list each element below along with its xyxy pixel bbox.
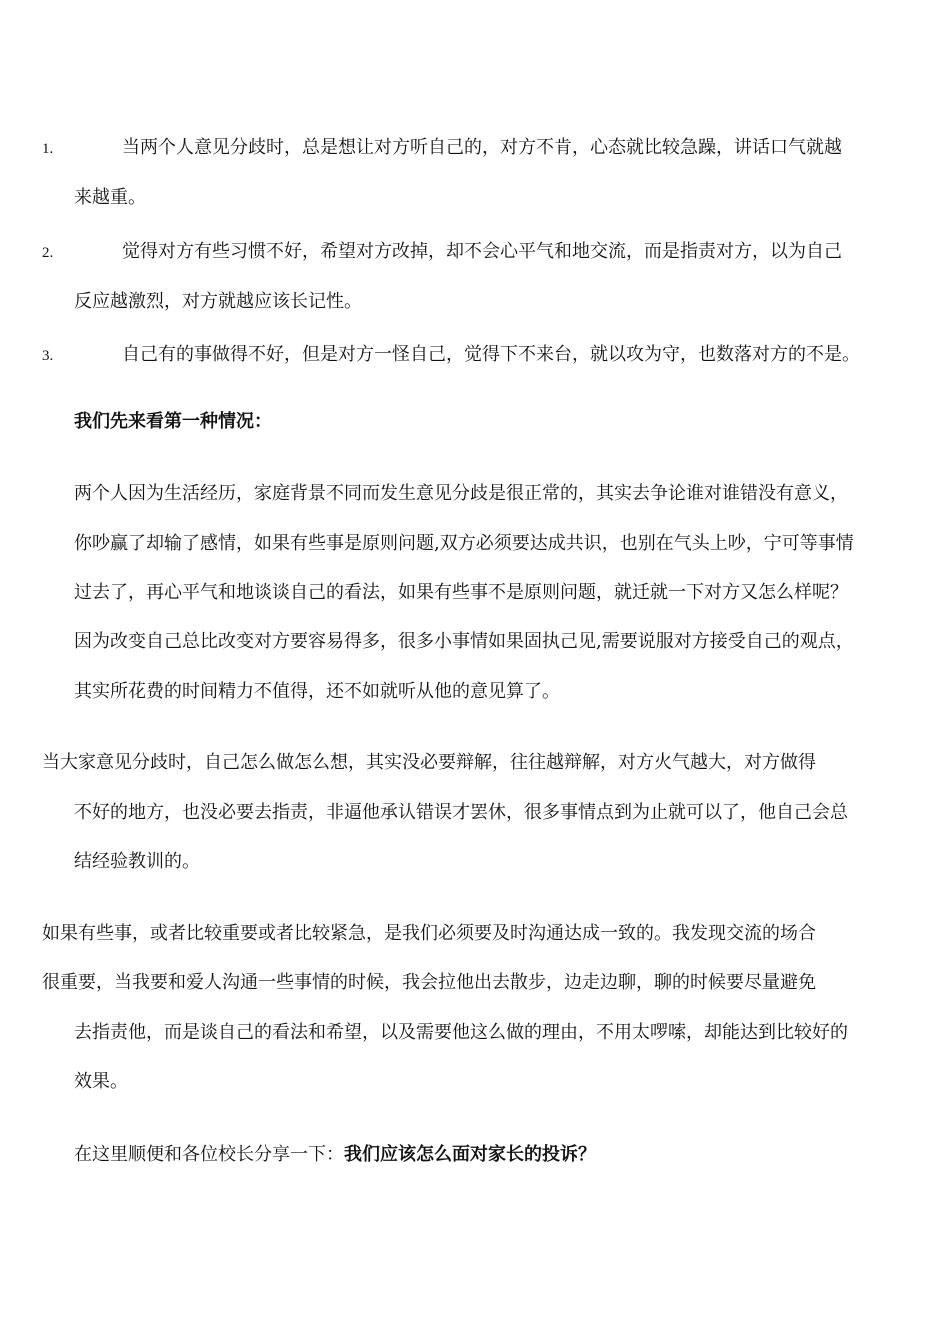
list-item-1-line-2: 来越重。 — [74, 187, 146, 208]
para1-line-2: 你吵赢了却输了感情，如果有些事是原则问题,双方必须要达成共识，也别在气头上吵，宁可等事情 — [74, 533, 854, 554]
para1-line-5: 其实所花费的时间精力不值得，还不如就听从他的意见算了。 — [74, 681, 560, 702]
para1-line-4: 因为改变自己总比改变对方要容易得多，很多小事情如果固执己见,需要说服对方接受自己的观点， — [74, 631, 854, 652]
para2-line-1: 当大家意见分歧时，自己怎么做怎么想，其实没必要辩解，往往越辩解，对方火气越大，对方做得 — [42, 752, 816, 773]
list-number-2: 2. — [42, 245, 54, 261]
closing-line — [74, 1143, 596, 1167]
closing-prefix: 在这里顺便和各位校长分享一下： — [74, 1144, 344, 1165]
closing-question: 我们应该怎么面对家长的投诉？ — [344, 1144, 596, 1165]
para3-line-4: 效果。 — [74, 1071, 128, 1092]
section-heading: 我们先来看第一种情况： — [74, 411, 272, 432]
list-item-1-line-1: 当两个人意见分歧时，总是想让对方听自己的，对方不肯，心态就比较急躁，讲话口气就越 — [122, 137, 842, 158]
list-number-3: 3. — [42, 348, 54, 364]
para1-line-3: 过去了，再心平气和地谈谈自己的看法，如果有些事不是原则问题，就迁就一下对方又怎么样呢？ — [74, 582, 848, 603]
para3-line-3: 去指责他，而是谈自己的看法和希望，以及需要他这么做的理由，不用太啰嗦，却能达到比较好的 — [74, 1022, 848, 1043]
para3-line-2: 很重要，当我要和爱人沟通一些事情的时候，我会拉他出去散步，边走边聊，聊的时候要尽量避免 — [42, 972, 816, 993]
para2-line-3: 结经验教训的。 — [74, 851, 200, 872]
para1-line-1: 两个人因为生活经历，家庭背景不同而发生意见分歧是很正常的，其实去争论谁对谁错没有意义， — [74, 483, 848, 504]
list-item-2-line-2: 反应越激烈，对方就越应该长记性。 — [74, 291, 362, 312]
list-item-3-line-1: 自己有的事做得不好，但是对方一怪自己，觉得下不来台，就以攻为守，也数落对方的不是。 — [122, 344, 860, 365]
list-item-2-line-1: 觉得对方有些习惯不好，希望对方改掉，却不会心平气和地交流，而是指责对方，以为自己 — [122, 241, 842, 262]
list-number-1: 1. — [42, 141, 54, 157]
para3-line-1: 如果有些事，或者比较重要或者比较紧急，是我们必须要及时沟通达成一致的。我发现交流的场合 — [42, 923, 816, 944]
para2-line-2: 不好的地方，也没必要去指责，非逼他承认错误才罢休，很多事情点到为止就可以了，他自己会总 — [74, 802, 848, 823]
